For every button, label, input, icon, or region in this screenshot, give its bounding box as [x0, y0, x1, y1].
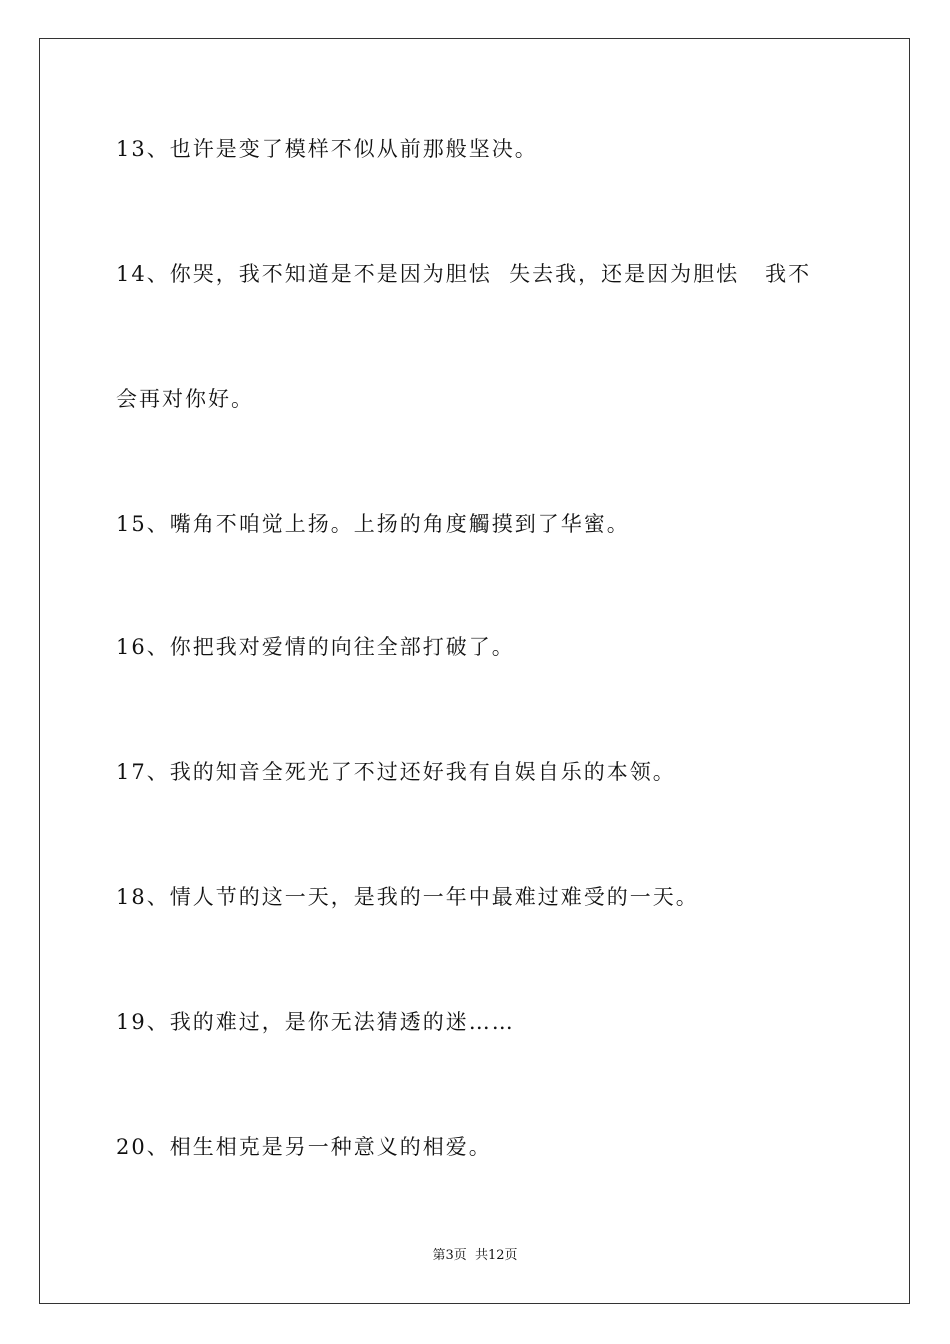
text-line-16: 16、你把我对爱情的向往全部打破了。	[116, 635, 515, 659]
text-line-14: 14、你哭，我不知道是不是因为胆怯 失去我，还是因为胆怯 我不	[116, 262, 812, 286]
text-line-14-continued: 会再对你好。	[116, 387, 254, 411]
page-number-footer: 第3页 共12页	[432, 1248, 518, 1263]
text-line-15: 15、嘴角不咱觉上扬。上扬的角度觸摸到了华蜜。	[116, 512, 630, 536]
text-line-13: 13、也许是变了模样不似从前那般坚决。	[116, 137, 538, 161]
text-line-17: 17、我的知音全死光了不过还好我有自娱自乐的本领。	[116, 760, 676, 784]
text-line-18: 18、情人节的这一天，是我的一年中最难过难受的一天。	[116, 885, 699, 909]
page-frame	[39, 38, 910, 1304]
text-line-19: 19、我的难过，是你无法猜透的迷……	[116, 1010, 515, 1034]
text-line-20: 20、相生相克是另一种意义的相爱。	[116, 1135, 492, 1159]
